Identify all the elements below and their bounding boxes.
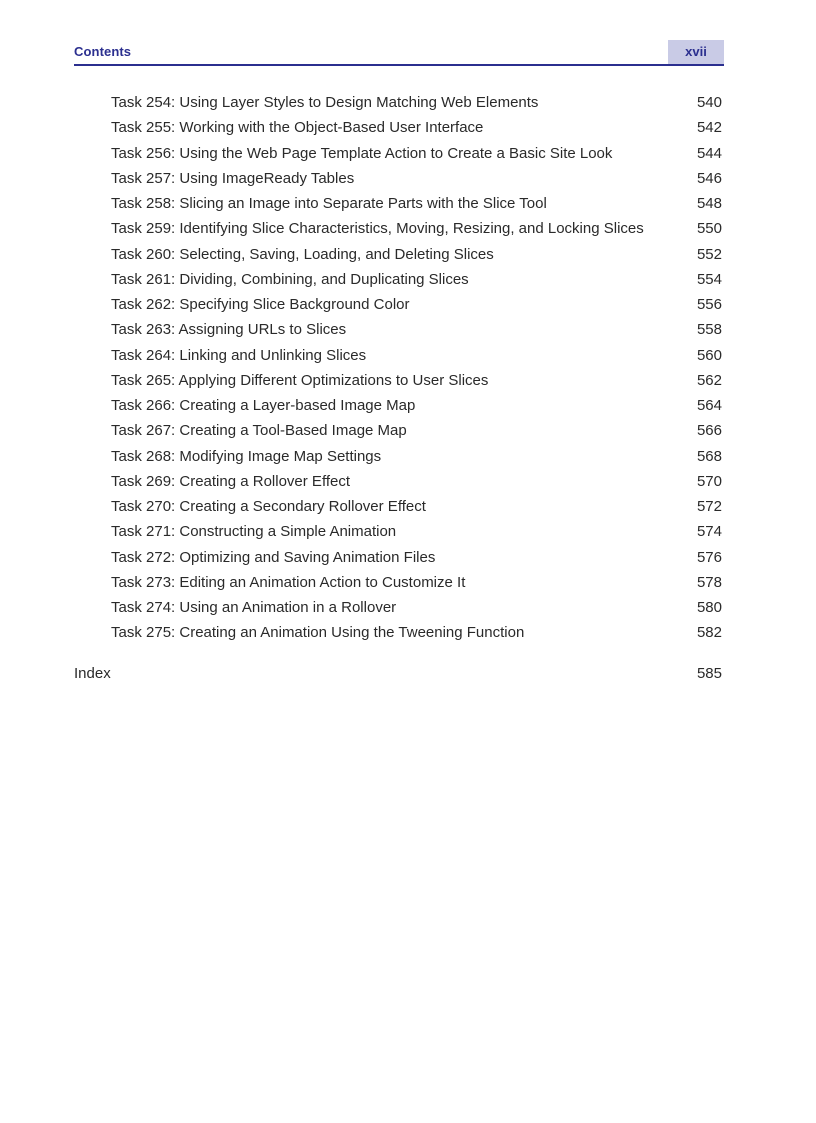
toc-entry-title: Task 264: Linking and Unlinking Slices xyxy=(111,346,367,364)
toc-entry-title: Task 266: Creating a Layer-based Image Map xyxy=(111,397,416,414)
toc-entry-page: 542 xyxy=(696,119,722,137)
toc-entry[interactable] xyxy=(0,393,816,418)
toc-entry-page: 576 xyxy=(696,548,722,566)
toc-entry-page: 585 xyxy=(696,665,722,682)
toc-entry-title: Task 269: Creating a Rollover Effect xyxy=(111,472,351,490)
toc-entry-page: 550 xyxy=(696,220,722,238)
running-head-title: Contents xyxy=(74,44,132,59)
toc-entry-page: 570 xyxy=(696,472,722,490)
toc-entry[interactable] xyxy=(0,469,816,494)
toc-entry-page: 574 xyxy=(696,523,722,541)
toc-entry-title: Task 275: Creating an Animation Using the Tweening Function xyxy=(111,624,525,642)
toc-entry-title: Task 271: Constructing a Simple Animation xyxy=(111,523,397,541)
toc-entry[interactable] xyxy=(0,115,816,140)
toc-entry-title: Task 255: Working with the Object-Based User Interface xyxy=(111,119,484,137)
page-number: xvii xyxy=(685,44,707,59)
toc-entry[interactable] xyxy=(0,216,816,241)
toc-entry-page: 564 xyxy=(696,397,722,414)
toc-entry[interactable] xyxy=(0,317,816,342)
toc-entry-page: 552 xyxy=(696,245,722,263)
toc-entry[interactable] xyxy=(0,418,816,443)
page-number-box xyxy=(668,40,724,64)
toc-entry[interactable] xyxy=(0,494,816,519)
toc-entry-title: Task 256: Using the Web Page Template Action to Create a Basic Site Look xyxy=(111,144,613,162)
toc-entry-page: 568 xyxy=(696,447,722,465)
toc-entry-page: 566 xyxy=(696,422,722,440)
toc-entry[interactable] xyxy=(0,166,816,191)
toc-entry-page: 562 xyxy=(696,371,722,389)
toc-entry[interactable] xyxy=(0,267,816,292)
toc-entry[interactable] xyxy=(0,90,816,115)
toc-entry-title: Task 267: Creating a Tool-Based Image Map xyxy=(111,422,407,440)
toc-entry-title: Task 273: Editing an Animation Action to Customize It xyxy=(111,573,466,591)
running-head xyxy=(74,40,724,64)
toc-entry[interactable] xyxy=(0,368,816,393)
toc-entry-title: Index xyxy=(74,665,111,682)
toc-entry-page: 578 xyxy=(696,573,722,591)
toc-list xyxy=(0,90,816,646)
toc-entry[interactable] xyxy=(0,570,816,595)
toc-entry-page: 554 xyxy=(696,270,722,288)
toc-entry-title: Task 258: Slicing an Image into Separate Parts with the Slice Tool xyxy=(111,195,547,212)
toc-entry-title: Task 263: Assigning URLs to Slices xyxy=(111,321,347,339)
toc-entry[interactable] xyxy=(0,292,816,317)
toc-entry-page: 580 xyxy=(696,599,722,616)
header-rule xyxy=(74,64,724,66)
toc-entry-title: Task 260: Selecting, Saving, Loading, and Deleting Slices xyxy=(111,245,494,263)
toc-entry[interactable] xyxy=(0,519,816,544)
toc-entry-title: Task 262: Specifying Slice Background Color xyxy=(111,296,410,313)
toc-entry[interactable] xyxy=(0,242,816,267)
toc-entry-page: 548 xyxy=(696,195,722,212)
toc-entry-page: 556 xyxy=(696,296,722,313)
toc-entry-title: Task 259: Identifying Slice Characteristics, Moving, Resizing, and Locking Slices xyxy=(111,220,644,238)
toc-entry-page: 582 xyxy=(696,624,722,642)
toc-entry-title: Task 265: Applying Different Optimizations to User Slices xyxy=(111,371,489,389)
toc-entry-title: Task 254: Using Layer Styles to Design Matching Web Elements xyxy=(111,94,539,111)
toc-entry-title: Task 268: Modifying Image Map Settings xyxy=(111,447,382,465)
toc-entry[interactable] xyxy=(0,620,816,645)
toc-entry-page: 560 xyxy=(696,346,722,364)
toc-entry[interactable] xyxy=(0,191,816,216)
toc-entry-title: Task 261: Dividing, Combining, and Duplicating Slices xyxy=(111,270,469,288)
toc-entry-page: 544 xyxy=(696,144,722,162)
toc-entry-title: Task 257: Using ImageReady Tables xyxy=(111,169,355,187)
toc-entry-title: Task 272: Optimizing and Saving Animation Files xyxy=(111,548,436,566)
toc-entry-title: Task 270: Creating a Secondary Rollover Effect xyxy=(111,498,426,515)
toc-entry[interactable] xyxy=(0,444,816,469)
toc-entry[interactable] xyxy=(0,545,816,570)
toc-entry[interactable] xyxy=(0,141,816,166)
toc-entry-page: 546 xyxy=(696,169,722,187)
toc-entry-page: 558 xyxy=(696,321,722,339)
toc-index-entry[interactable] xyxy=(0,661,816,686)
toc-entry[interactable] xyxy=(0,595,816,620)
toc-entry[interactable] xyxy=(0,343,816,368)
toc-entry-title: Task 274: Using an Animation in a Rollover xyxy=(111,599,397,616)
toc-entry-page: 540 xyxy=(696,94,722,111)
toc-entry-page: 572 xyxy=(696,498,722,515)
